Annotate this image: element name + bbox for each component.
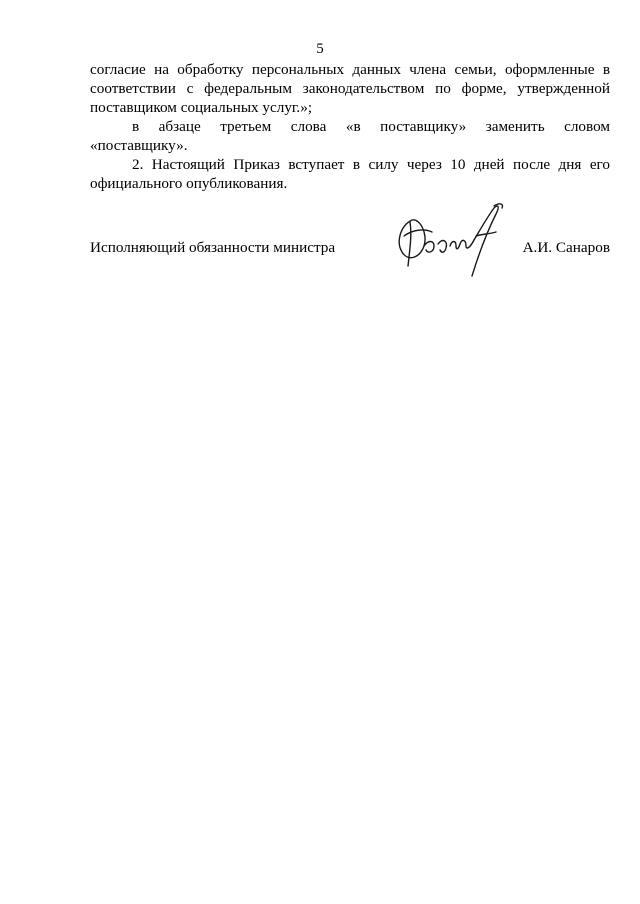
signer-name: А.И. Санаров xyxy=(522,239,610,256)
handwritten-signature xyxy=(390,200,520,290)
text-line: в абзаце третьем слова «в поставщику» заменить словом xyxy=(132,118,610,135)
signer-position: Исполняющий обязанности министра xyxy=(90,239,336,256)
paragraph-effective-date xyxy=(90,155,610,193)
text-line: поставщиком социальных услуг.»; xyxy=(90,99,313,116)
page-number: 5 xyxy=(316,41,324,57)
text-line: официального опубликования. xyxy=(90,175,288,192)
text-line: согласие на обработку персональных данных члена семьи, оформленные в xyxy=(90,61,610,78)
text-line: 2. Настоящий Приказ вступает в силу через 10 дней после дня его xyxy=(132,156,610,173)
text-line: «поставщику». xyxy=(90,137,188,154)
signature-block xyxy=(90,200,610,290)
document-body xyxy=(90,60,610,193)
paragraph-consent xyxy=(90,60,610,117)
paragraph-amendment xyxy=(90,117,610,155)
text-line: соответствии с федеральным законодательством по форме, утвержденной xyxy=(90,80,610,97)
